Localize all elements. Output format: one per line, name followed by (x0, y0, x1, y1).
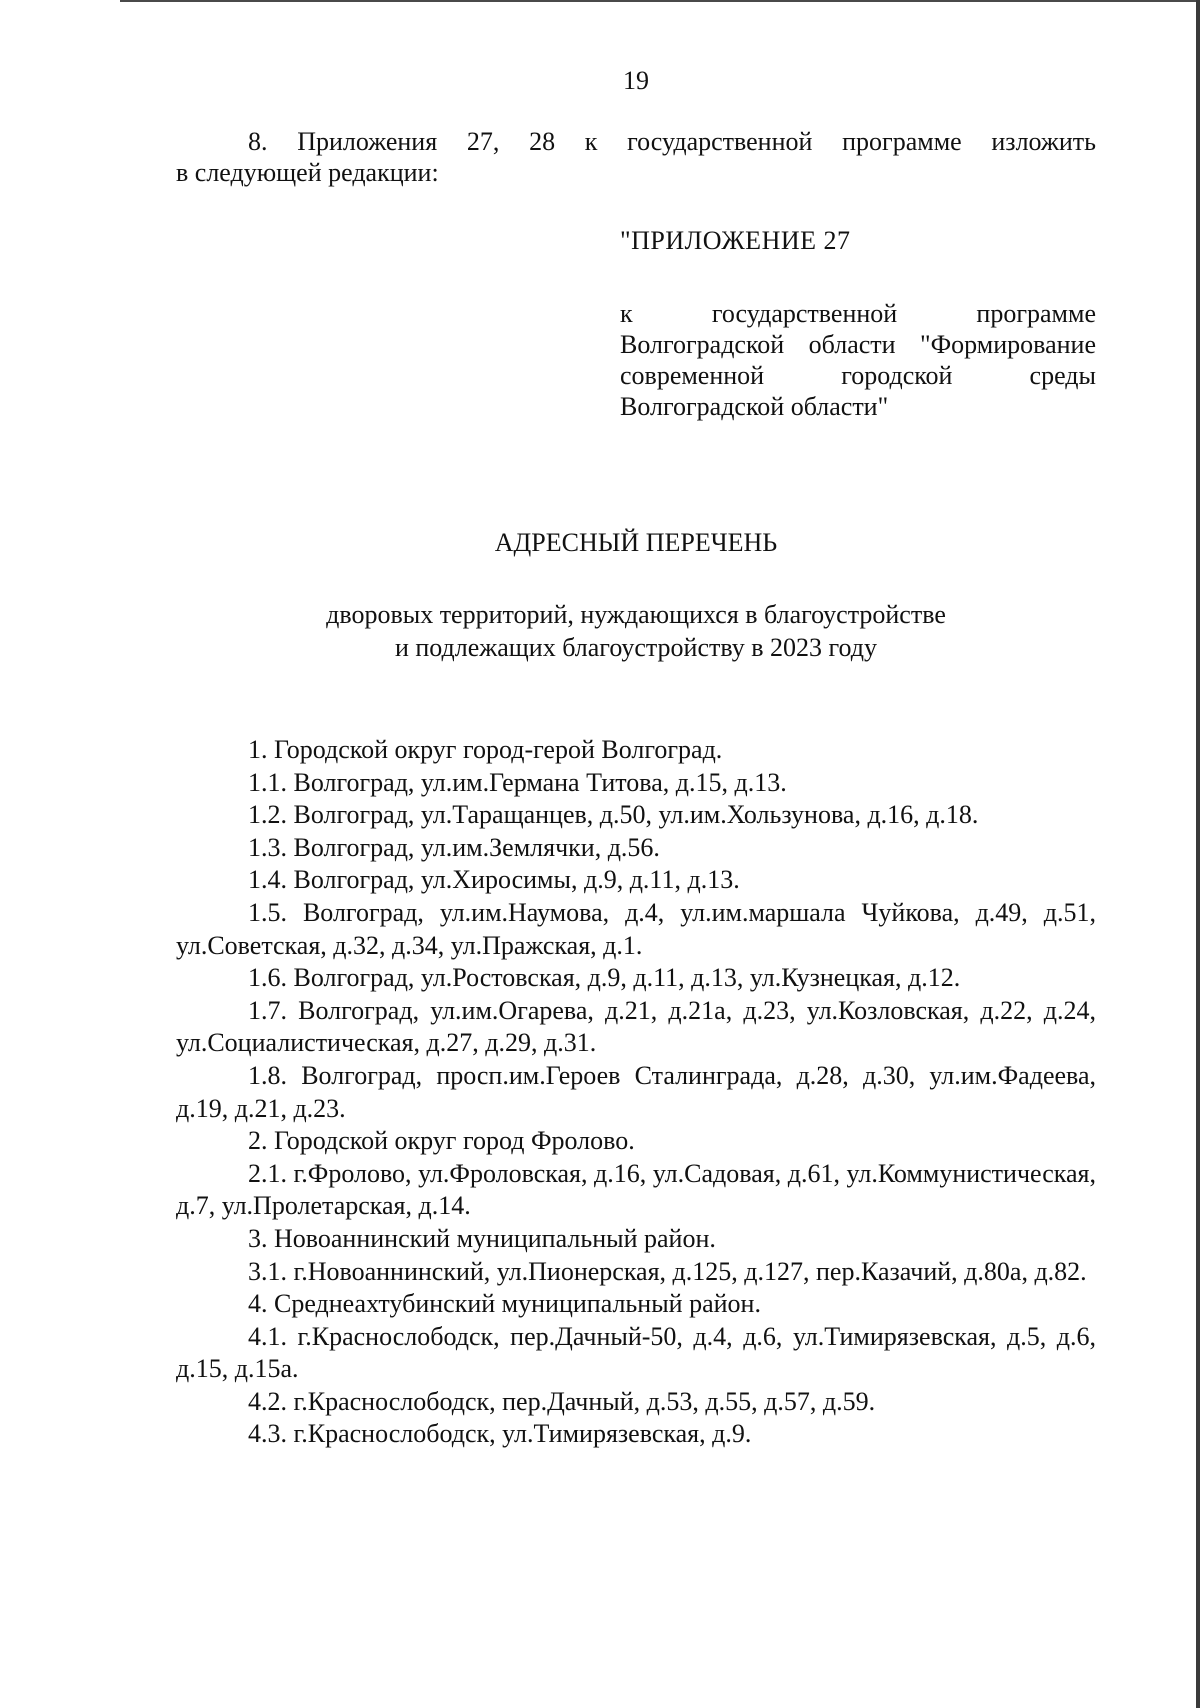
list-item: 1. Городской округ город-герой Волгоград. (248, 735, 723, 764)
intro-paragraph (176, 126, 1096, 188)
list-item: 4.1. г.Краснослободск, пер.Дачный-50, д.4, д.6, ул.Тимирязевская, д.5, д.6, д.15, д.15а. (176, 1321, 1096, 1384)
list-item: 1.6. Волгоград, ул.Ростовская, д.9, д.11, д.13, ул.Кузнецкая, д.12. (248, 963, 961, 993)
appendix-line: к государственной программе (620, 299, 1096, 328)
list-item: 4.2. г.Краснослободск, пер.Дачный, д.53, д.55, д.57, д.59. (248, 1386, 876, 1416)
document-title: АДРЕСНЫЙ ПЕРЕЧЕНЬ (494, 528, 778, 557)
list-item: 3. Новоаннинский муниципальный район. (248, 1223, 716, 1253)
list-item: 2. Городской округ город Фролово. (248, 1126, 635, 1156)
appendix-reference (620, 298, 1096, 422)
list-item: 4.3. г.Краснослободск, ул.Тимирязевская, д.9. (248, 1419, 752, 1449)
intro-line-2: в следующей редакции: (176, 158, 439, 187)
list-item: 4. Среднеахтубинский муниципальный район. (248, 1289, 761, 1319)
appendix-heading: "ПРИЛОЖЕНИЕ 27 (620, 226, 851, 255)
list-item: 1.4. Волгоград, ул.Хиросимы, д.9, д.11, д.13. (248, 865, 740, 895)
list-item: 1.2. Волгоград, ул.Таращанцев, д.50, ул.им.Хользунова, д.16, д.18. (248, 800, 979, 830)
subtitle-line-1: дворовых территорий, нуждающихся в благоустройстве (326, 600, 946, 629)
address-list (176, 734, 1096, 1451)
page-number: 19 (623, 66, 649, 95)
list-item: 1.1. Волгоград, ул.им.Германа Титова, д.15, д.13. (248, 767, 787, 797)
document-subtitle (0, 598, 1200, 664)
scan-edge-top (120, 0, 1200, 2)
scan-edge-right (1196, 0, 1200, 1708)
list-item: 1.8. Волгоград, просп.им.Героев Сталинграда, д.28, д.30, ул.им.Фадеева, д.19, д.21, д.23. (176, 1060, 1096, 1123)
intro-line-1: 8. Приложения 27, 28 к государственной программе изложить (248, 127, 1096, 156)
list-item: 1.3. Волгоград, ул.им.Землячки, д.56. (248, 832, 660, 862)
appendix-line: современной городской среды (620, 361, 1096, 390)
subtitle-line-2: и подлежащих благоустройству в 2023 году (394, 633, 878, 662)
list-item: 2.1. г.Фролово, ул.Фроловская, д.16, ул.Садовая, д.61, ул.Коммунистическая, д.7, ул.Пролетарская, д.14. (176, 1158, 1096, 1221)
list-item: 3.1. г.Новоаннинский, ул.Пионерская, д.125, д.127, пер.Казачий, д.80а, д.82. (248, 1256, 1087, 1286)
list-item: 1.5. Волгоград, ул.им.Наумова, д.4, ул.им.маршала Чуйкова, д.49, д.51, ул.Советская, д.32, д.34, ул.Пражская, д.1. (176, 897, 1096, 960)
list-item: 1.7. Волгоград, ул.им.Огарева, д.21, д.21а, д.23, ул.Козловская, д.22, д.24, ул.Социалистическая, д.27, д.29, д.31. (176, 995, 1096, 1058)
appendix-line: Волгоградской области" (620, 392, 889, 421)
appendix-line: Волгоградской области "Формирование (620, 330, 1096, 359)
